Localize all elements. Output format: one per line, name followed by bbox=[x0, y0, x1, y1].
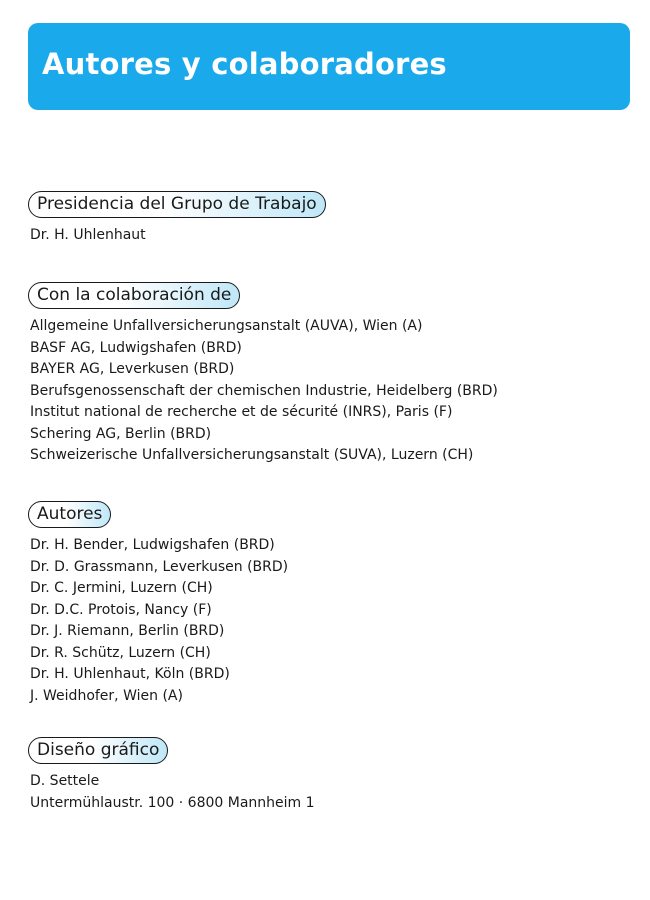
list-item: Dr. C. Jermini, Luzern (CH) bbox=[30, 580, 213, 596]
list-item: D. Settele bbox=[30, 773, 100, 789]
section-lines bbox=[28, 771, 315, 814]
list-item: BAYER AG, Leverkusen (BRD) bbox=[30, 361, 235, 377]
section-heading-autores: Autores bbox=[28, 501, 111, 528]
list-item: Schering AG, Berlin (BRD) bbox=[30, 425, 212, 442]
list-item: Dr. H. Uhlenhaut, Köln (BRD) bbox=[30, 666, 230, 682]
list-item: Schweizerische Unfallversicherungsanstalt (SUVA), Luzern (CH) bbox=[30, 447, 474, 463]
list-item: Dr. D. Grassmann, Leverkusen (BRD) bbox=[30, 558, 289, 575]
list-item: Berufsgenossenschaft der chemischen Industrie, Heidelberg (BRD) bbox=[30, 382, 498, 399]
list-item: Dr. R. Schütz, Luzern (CH) bbox=[30, 644, 211, 661]
page-title: Autores y colaboradores bbox=[42, 47, 447, 81]
section-autores bbox=[28, 501, 288, 707]
section-lines bbox=[28, 535, 288, 707]
list-item: Allgemeine Unfallversicherungsanstalt (AUVA), Wien (A) bbox=[30, 318, 423, 334]
section-heading-diseno: Diseño gráfico bbox=[28, 737, 168, 764]
list-item: J. Weidhofer, Wien (A) bbox=[30, 687, 183, 704]
section-colaboracion bbox=[28, 282, 498, 467]
list-item: Dr. H. Uhlenhaut bbox=[30, 227, 146, 243]
list-item: Institut national de recherche et de sécurité (INRS), Paris (F) bbox=[30, 404, 453, 420]
list-item: Dr. J. Riemann, Berlin (BRD) bbox=[30, 623, 225, 639]
section-diseno bbox=[28, 737, 315, 814]
list-item: Untermühlaustr. 100 · 6800 Mannheim 1 bbox=[30, 794, 315, 811]
section-lines bbox=[28, 225, 326, 247]
list-item: BASF AG, Ludwigshafen (BRD) bbox=[30, 339, 242, 356]
section-lines bbox=[28, 316, 498, 467]
section-heading-presidencia: Presidencia del Grupo de Trabajo bbox=[28, 191, 326, 218]
list-item: Dr. D.C. Protois, Nancy (F) bbox=[30, 601, 212, 618]
section-heading-colaboracion: Con la colaboración de bbox=[28, 282, 240, 309]
list-item: Dr. H. Bender, Ludwigshafen (BRD) bbox=[30, 537, 275, 553]
title-banner bbox=[28, 23, 630, 110]
section-presidencia bbox=[28, 191, 326, 247]
